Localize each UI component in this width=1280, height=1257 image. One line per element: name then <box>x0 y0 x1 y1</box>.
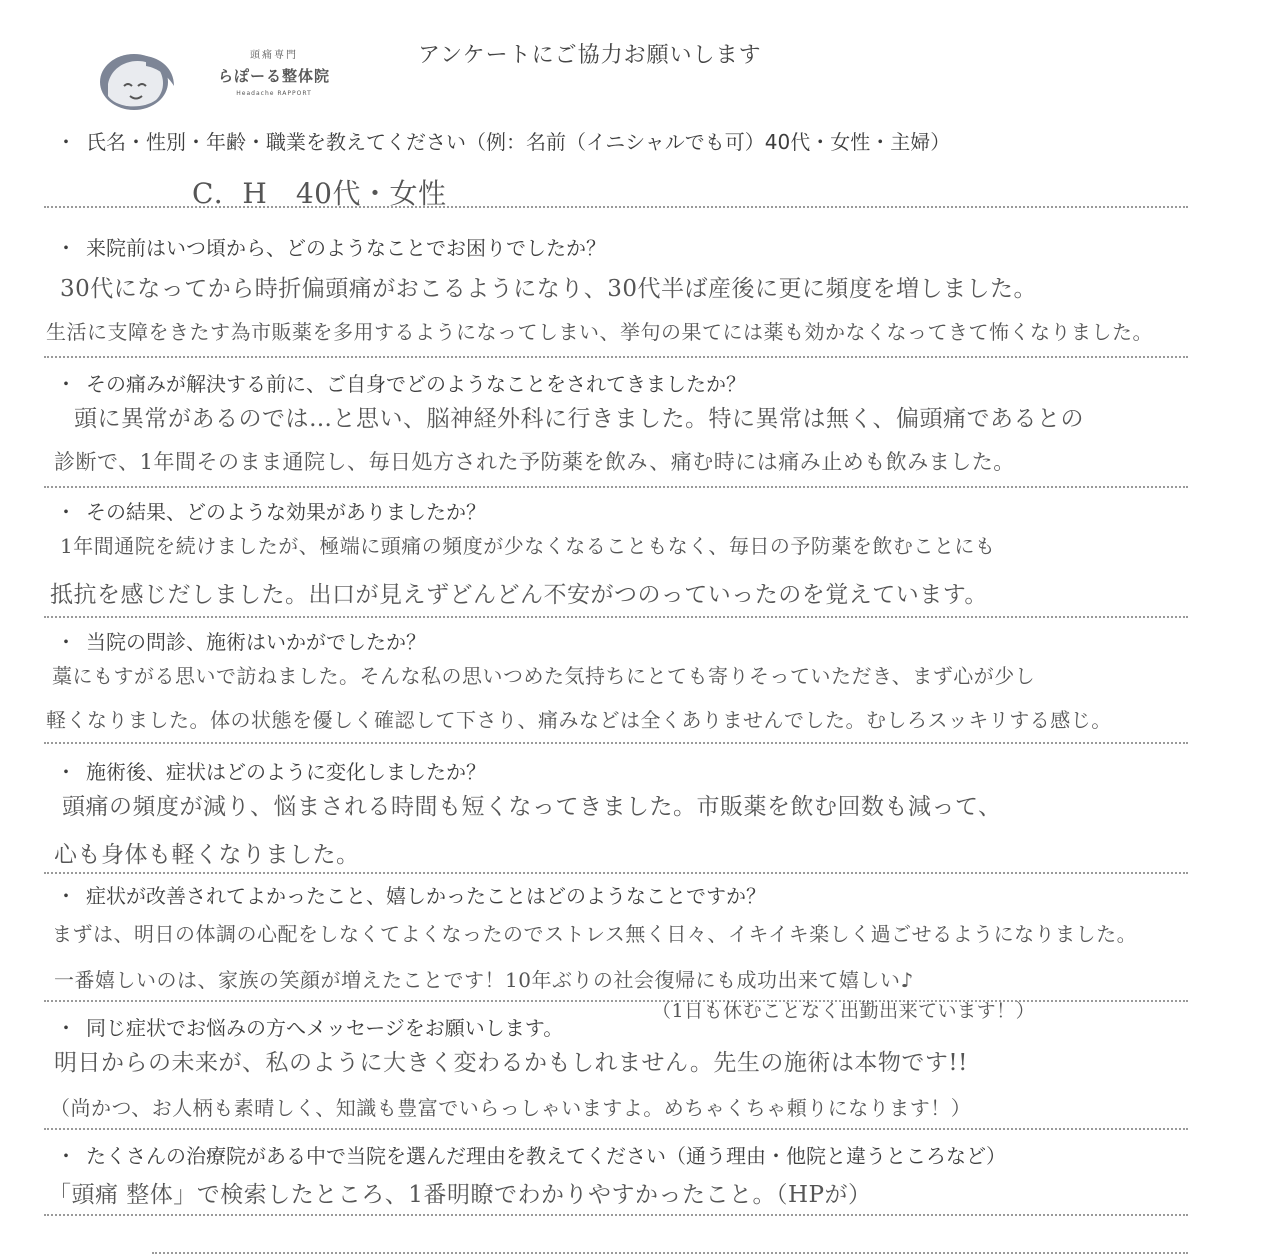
logo-subtitle-bottom: Headache RAPPORT <box>236 90 312 97</box>
divider <box>44 616 1188 618</box>
bullet: ・ <box>56 1144 76 1168</box>
question-2-label: 来院前はいつ頃から、どのようなことでお困りでしたか？ <box>86 236 606 260</box>
answer-9-line-1: 「頭痛 整体」で検索したところ、1番明瞭でわかりやすかったこと。（HPが） <box>48 1182 872 1208</box>
question-6-label: 施術後、症状はどのように変化しましたか？ <box>86 760 486 784</box>
clinic-logo <box>88 42 358 118</box>
answer-6-line-2: 心も身体も軽くなりました。 <box>54 842 360 868</box>
question-7-label: 症状が改善されてよかったこと、嬉しかったことはどのようなことですか？ <box>86 884 766 908</box>
divider <box>44 206 1188 208</box>
divider <box>44 486 1188 488</box>
answer-4-line-1: 1年間通院を続けましたが、極端に頭痛の頻度が少なくなることもなく、毎日の予防薬を飲むことにも <box>60 534 996 558</box>
question-9-label: たくさんの治療院がある中で当院を選んだ理由を教えてください（通う理由・他院と違うところなど） <box>86 1144 1006 1168</box>
bullet: ・ <box>56 1016 76 1040</box>
question-8 <box>56 1012 563 1041</box>
answer-8-line-2: （尚かつ、お人柄も素晴しく、知識も豊富でいらっしゃいますよ。めちゃくちゃ頼りになります！） <box>50 1096 972 1120</box>
bullet: ・ <box>56 760 76 784</box>
answer-2-line-1: 30代になってから時折偏頭痛がおこるようになり、30代半ば産後に更に頻度を増しました。 <box>60 276 1038 302</box>
divider <box>152 1252 1188 1254</box>
answer-6-line-1: 頭痛の頻度が減り、悩まされる時間も短くなってきました。市販薬を飲む回数も減って、 <box>62 794 1002 820</box>
question-5 <box>56 626 426 655</box>
bullet: ・ <box>56 372 76 396</box>
divider <box>44 742 1188 744</box>
answer-3-line-2: 診断で、1年間そのまま通院し、毎日処方された予防薬を飲み、痛む時には痛み止めも飲みました。 <box>54 450 1015 474</box>
answer-4-line-2: 抵抗を感じだしました。出口が見えずどんどん不安がつのっていったのを覚えています。 <box>50 582 988 608</box>
answer-8-line-1: 明日からの未来が、私のように大きく変わるかもしれません。先生の施術は本物です!! <box>54 1050 968 1076</box>
answer-7-line-1: まずは、明日の体調の心配をしなくてよくなったのでストレス無く日々、イキイキ楽しく過ごせるようになりました。 <box>52 922 1138 946</box>
question-5-label: 当院の問診、施術はいかがでしたか？ <box>86 630 426 654</box>
question-1-label: 氏名・性別・年齢・職業を教えてください（例：名前（イニシャルでも可）40代・女性・主婦） <box>86 130 951 154</box>
answer-5-line-2: 軽くなりました。体の状態を優しく確認して下さり、痛みなどは全くありませんでした。むしろスッキリする感じ。 <box>46 708 1112 732</box>
answer-7-line-2: 一番嬉しいのは、家族の笑顔が増えたことです！10年ぶりの社会復帰にも成功出来て嬉しい♪ <box>54 968 914 992</box>
survey-title: アンケートにご協力お願いします <box>418 43 762 68</box>
bullet: ・ <box>56 236 76 260</box>
bullet: ・ <box>56 500 76 524</box>
question-3-label: その痛みが解決する前に、ご自身でどのようなことをされてきましたか？ <box>86 372 746 396</box>
logo-subtitle-top: 頭痛専門 <box>250 50 298 61</box>
answer-2-line-2: 生活に支障をきたす為市販薬を多用するようになってしまい、挙句の果てには薬も効かなくなってきて怖くなりました。 <box>46 320 1153 344</box>
divider <box>44 1128 1188 1130</box>
question-1 <box>56 126 950 155</box>
divider <box>44 356 1188 358</box>
question-7 <box>56 880 766 909</box>
question-9 <box>56 1140 1006 1169</box>
face-logo-icon <box>94 46 180 114</box>
bullet: ・ <box>56 130 76 154</box>
question-8-label: 同じ症状でお悩みの方へメッセージをお願いします。 <box>86 1016 564 1040</box>
answer-5-line-1: 藁にもすがる思いで訪ねました。そんな私の思いつめた気持ちにとても寄りそっていただき、まず心が少し <box>52 664 1036 688</box>
divider <box>44 1214 1188 1216</box>
bullet: ・ <box>56 884 76 908</box>
bullet: ・ <box>56 630 76 654</box>
question-3 <box>56 368 746 397</box>
question-4 <box>56 496 486 525</box>
question-4-label: その結果、どのような効果がありましたか？ <box>86 500 486 524</box>
answer-8-aside: （1日も休むことなく出勤出来ています！） <box>652 1000 1036 1022</box>
logo-clinic-name: らぽーる整体院 <box>218 67 331 85</box>
question-6 <box>56 756 486 785</box>
answer-3-line-1: 頭に異常があるのでは…と思い、脳神経外科に行きました。特に異常は無く、偏頭痛であるとの <box>74 406 1085 432</box>
divider <box>44 872 1188 874</box>
question-2 <box>56 232 606 261</box>
answer-1-line-1: C．H 40代・女性 <box>192 177 447 210</box>
